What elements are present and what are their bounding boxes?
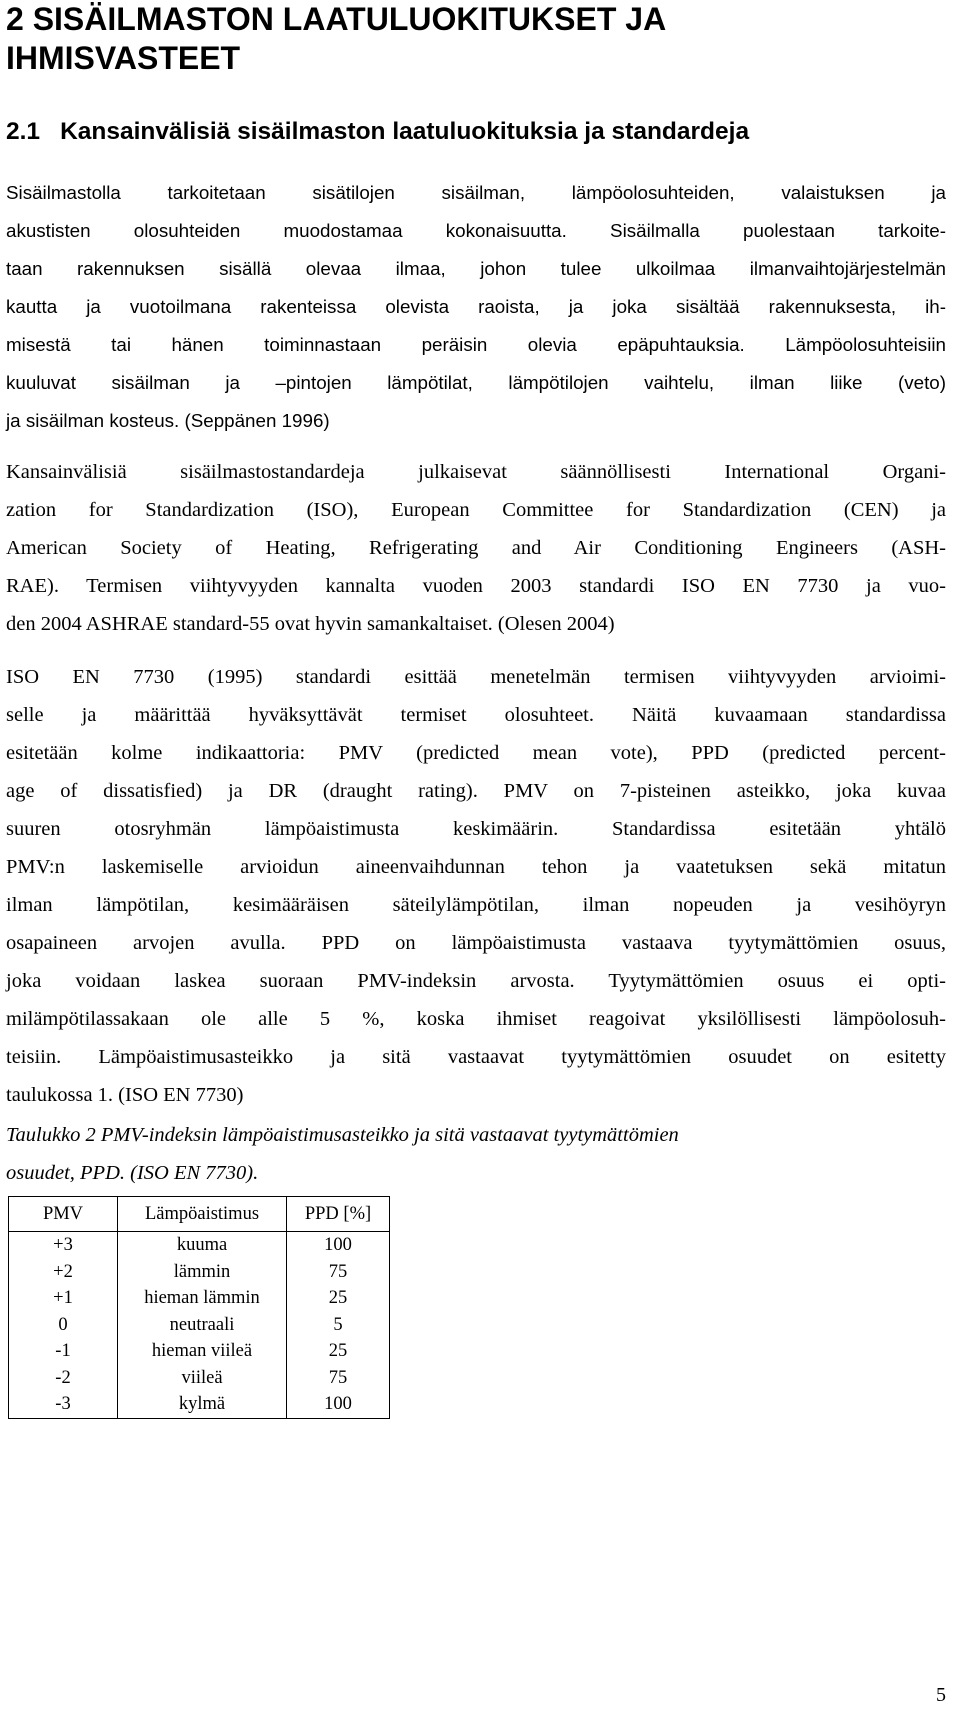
text-line: kuuluvat sisäilman ja –pintojen lämpötilat, lämpötilojen vaihtelu, ilman liike (veto) [6,372,946,393]
pmv-cell: -2 [9,1365,118,1392]
text-line: kautta ja vuotoilmana rakenteissa olevista raoista, ja joka sisältää rakennuksesta, ih- [6,296,946,317]
pmv-cell: -1 [9,1338,118,1365]
pmv-cell: +3 [9,1232,118,1259]
text-line: den 2004 ASHRAE standard-55 ovat hyvin samankaltaiset. (Olesen 2004) [6,613,615,635]
text-line: milämpötilassakaan ole alle 5 %, koska ihmiset reagoivat yksilöllisesti lämpöolosuh- [6,1008,946,1030]
ppd-cell: 100 [287,1232,390,1259]
text-line: teisiin. Lämpöaistimusasteikko ja sitä vastaavat tyytymättömien osuudet on esitetty [6,1046,946,1068]
ppd-cell: 25 [287,1285,390,1312]
table-row [9,1259,390,1286]
ppd-cell: 100 [287,1391,390,1418]
table-row [9,1338,390,1365]
text-line: ISO EN 7730 (1995) standardi esittää menetelmän termisen viihtyvyyden arvioimi- [6,666,946,688]
text-line: Kansainvälisiä sisäilmastostandardeja julkaisevat säännöllisesti International Organi- [6,461,946,483]
pmv-cell: +1 [9,1285,118,1312]
column-header-pmv: PMV [9,1197,118,1232]
ppd-cell: 5 [287,1312,390,1339]
text-line: American Society of Heating, Refrigerating and Air Conditioning Engineers (ASH- [6,537,946,559]
text-line: esitetään kolme indikaattoria: PMV (predicted mean vote), PPD (predicted percent- [6,742,946,764]
table-header-row [9,1197,390,1232]
paragraph-iso-7730 [6,658,946,1114]
pmv-cell: -3 [9,1391,118,1418]
paragraph-standards [6,453,946,643]
sensation-cell: kuuma [118,1232,287,1259]
text-line: zation for Standardization (ISO), European Committee for Standardization (CEN) ja [6,499,946,521]
ppd-cell: 75 [287,1259,390,1286]
sensation-cell: viileä [118,1365,287,1392]
text-line: PMV:n laskemiselle arvioidun aineenvaihdunnan tehon ja vaatetuksen sekä mitatun [6,856,946,878]
column-header-sensation: Lämpöaistimus [118,1197,287,1232]
table-row [9,1365,390,1392]
text-line: RAE). Termisen viihtyvyyden kannalta vuoden 2003 standardi ISO EN 7730 ja vuo- [6,575,946,597]
pmv-cell: +2 [9,1259,118,1286]
text-line: selle ja määrittää hyväksyttävät termiset olosuhteet. Näitä kuvaamaan standardissa [6,704,946,726]
ppd-cell: 25 [287,1338,390,1365]
caption-line: Taulukko 2 PMV-indeksin lämpöaistimusasteikko ja sitä vastaavat tyytymättömien [6,1124,679,1146]
caption-line: osuudet, PPD. (ISO EN 7730). [6,1162,259,1184]
chapter-heading-line: 2 SISÄILMASTON LAATULUOKITUKSET JA [6,1,667,37]
table-caption [6,1116,946,1192]
section-title: Kansainvälisiä sisäilmaston laatuluokituksia ja standardeja [60,118,750,145]
text-line: taan rakennuksen sisällä olevaa ilmaa, johon tulee ulkoilmaa ilmanvaihtojärjestelmän [6,258,946,279]
sensation-cell: hieman viileä [118,1338,287,1365]
chapter-heading [6,0,906,78]
sensation-cell: lämmin [118,1259,287,1286]
text-line: ilman lämpötilan, kesimääräisen säteilylämpötilan, ilman nopeuden ja vesihöyryn [6,894,946,916]
text-line: osapaineen arvojen avulla. PPD on lämpöaistimusta vastaava tyytymättömien osuus, [6,932,946,954]
text-line: taulukossa 1. (ISO EN 7730) [6,1084,244,1106]
section-heading [6,117,946,147]
sensation-cell: kylmä [118,1391,287,1418]
text-line: akustisten olosuhteiden muodostamaa kokonaisuutta. Sisäilmalla puolestaan tarkoite- [6,220,946,241]
text-line: Sisäilmastolla tarkoitetaan sisätilojen sisäilman, lämpöolosuhteiden, valaistuksen ja [6,182,946,203]
table-row [9,1312,390,1339]
chapter-heading-line: IHMISVASTEET [6,40,241,76]
column-header-ppd: PPD [%] [287,1197,390,1232]
section-number: 2.1 [6,118,41,145]
text-line: joka voidaan laskea suoraan PMV-indeksin arvosta. Tyytymättömien osuus ei opti- [6,970,946,992]
sensation-cell: neutraali [118,1312,287,1339]
page-number: 5 [936,1684,946,1706]
text-line: suuren otosryhmän lämpöaistimusta keskimäärin. Standardissa esitetään yhtälö [6,818,946,840]
pmv-ppd-table [8,1196,390,1419]
paragraph-indoor-climate [6,174,946,440]
text-line: ja sisäilman kosteus. (Seppänen 1996) [6,410,330,431]
sensation-cell: hieman lämmin [118,1285,287,1312]
pmv-cell: 0 [9,1312,118,1339]
text-line: age of dissatisfied) ja DR (draught rating). PMV on 7-pisteinen asteikko, joka kuvaa [6,780,946,802]
ppd-cell: 75 [287,1365,390,1392]
text-line: misestä tai hänen toiminnastaan peräisin olevia epäpuhtauksia. Lämpöolosuhteisiin [6,334,946,355]
table-row [9,1391,390,1418]
table-row [9,1232,390,1259]
table-row [9,1285,390,1312]
